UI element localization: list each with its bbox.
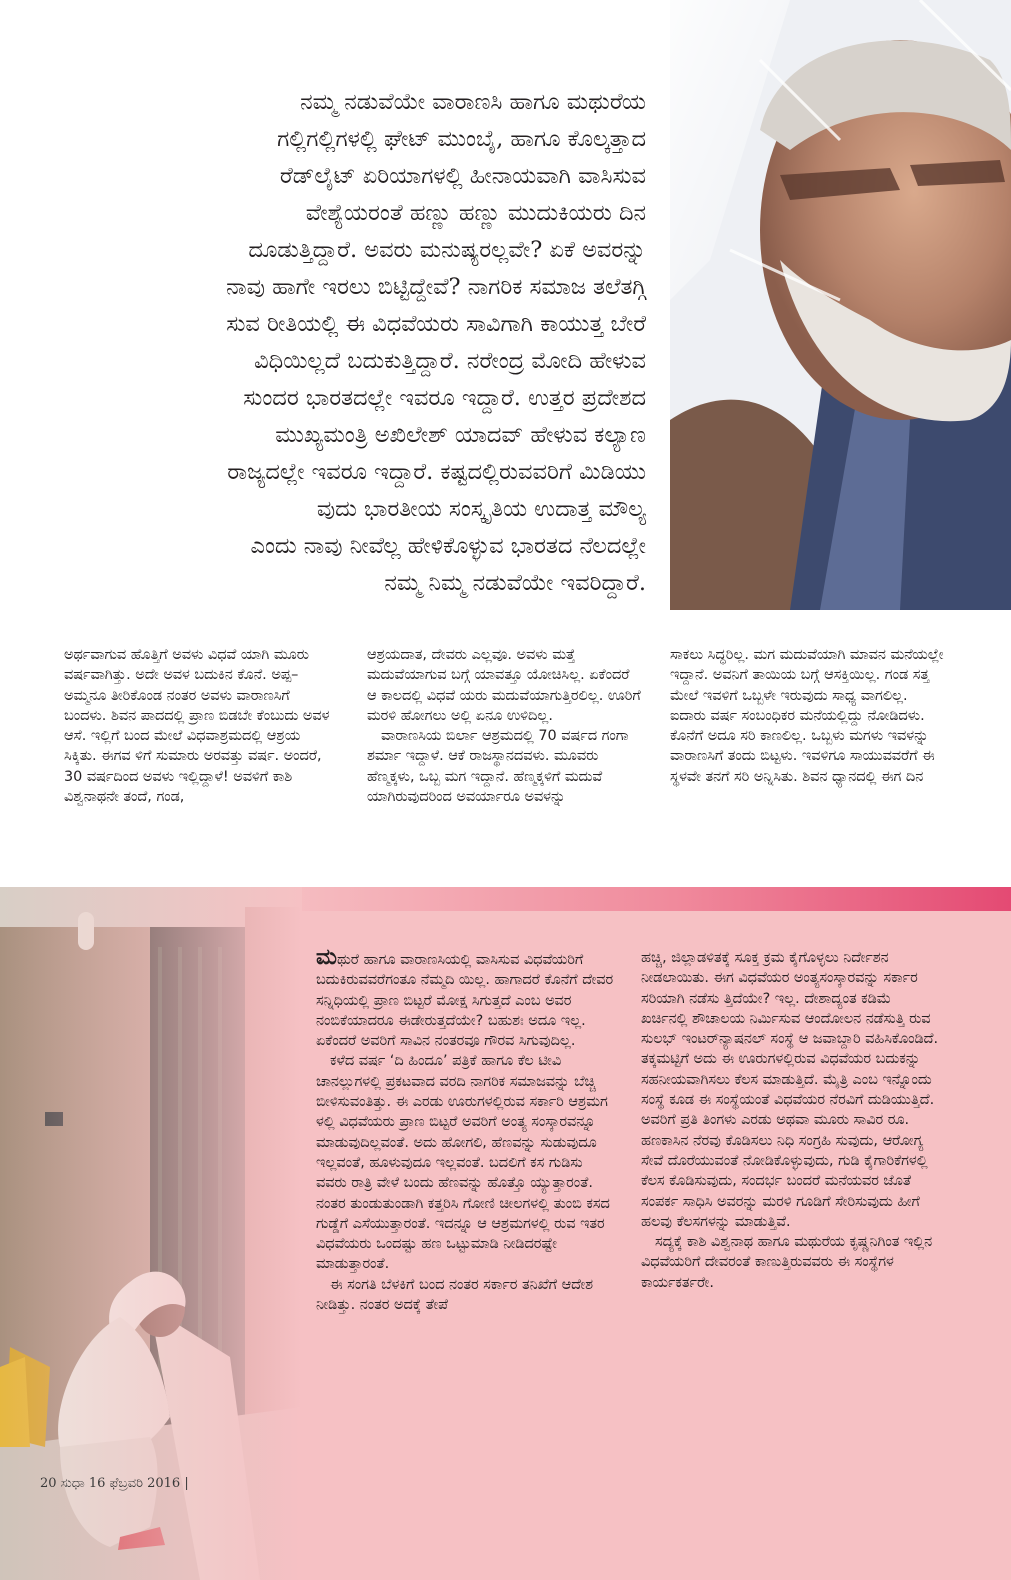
paragraph: ಸದ್ಯಕ್ಕೆ ಕಾಶಿ ವಿಶ್ವನಾಥ ಹಾಗೂ ಮಥುರೆಯ ಕೃಷ್ಣನಿಗಿಂತ ಇಲ್ಲಿನ ವಿಧವೆಯರಿಗೆ ದೇವರಂತೆ ಕಾಣುತ್ತಿರುವವರು ಈ ಸಂಸ್ಥೆಗಳ ಕಾರ್ಯಕರ್ತರೇ. [641,1234,933,1291]
paragraph: ಹಚ್ಚಿ, ಜಿಲ್ಲಾಡಳಿತಕ್ಕೆ ಸೂಕ್ತ ಕ್ರಮ ಕೈಗೊಳ್ಳಲು ನಿರ್ದೇಶನ ನೀಡಲಾಯಿತು. ಈಗ ವಿಧವೆಯರ ಅಂತ್ಯಸಂಸ್ಕಾರವನ್ನು ಸರ್ಕಾರ ಸರಿಯಾಗಿ ನಡೆಸು ತ್ತಿದೆಯೇ? ಇಲ್ಲ. ದೇಶಾದ್ಯಂತ ಕಡಿಮೆ ಖರ್ಚಿನಲ್ಲಿ ಶೌಚಾಲಯ ನಿರ್ಮಿಸುವ ಆಂದೋಲನ ನಡೆಸುತ್ತಿ ರುವ ಸುಲಭ್ ಇಂಟರ್‌ನ್ಯಾಷನಲ್ ಸಂಸ್ಥೆ ಆ ಜವಾಬ್ದಾರಿ ವಹಿಸಿಕೊಂಡಿದೆ. ತಕ್ಕಮಟ್ಟಿಗೆ ಅದು ಈ ಊರುಗಳಲ್ಲಿರುವ ವಿಧವೆಯರ ಬದುಕನ್ನು ಸಹನೀಯವಾಗಿಸಲು ಕೆಲಸ ಮಾಡುತ್ತಿದೆ. ಮೈತ್ರಿ ಎಂಬ ಇನ್ನೊಂದು ಸಂಸ್ಥೆ ಕೂಡ ಈ ಸಂಸ್ಥೆಯಂತೆ ವಿಧವೆಯರ ನೆರವಿಗೆ ದುಡಿಯುತ್ತಿದೆ. ಅವರಿಗೆ ಪ್ರತಿ ತಿಂಗಳು ಎರಡು ಅಥವಾ ಮೂರು ಸಾವಿರ ರೂ. ಹಣಕಾಸಿನ ನೆರವು ಕೊಡಿಸಲು ನಿಧಿ ಸಂಗ್ರಹಿ ಸುವುದು, ಆರೋಗ್ಯ ಸೇವೆ ದೊರೆಯುವಂತೆ ನೋಡಿಕೊಳ್ಳುವುದು, ಗುಡಿ ಕೈಗಾರಿಕೆಗಳಲ್ಲಿ ಕೆಲಸ ಕೊಡಿಸುವುದು, ಸಂದರ್ಭ ಬಂದರೆ ಮನೆಯವರ ಜೊತೆ ಸಂಪರ್ಕ ಸಾಧಿಸಿ ಅವರನ್ನು ಮರಳಿ ಗೂಡಿಗೆ ಸೇರಿಸುವುದು ಹೀಗೆ ಹಲವು ಕೆಲಸಗಳನ್ನು ಮಾಡುತ್ತಿವೆ. [641,950,939,1230]
pink-column-1 [316,945,614,1315]
pull-quote-line: ಗಲ್ಲಿಗಲ್ಲಿಗಳಲ್ಲಿ ಘೇಟ್ ಮುಂಬೈ, ಹಾಗೂ ಕೊಲ್ಕತ್ತಾದ [277,126,646,152]
pull-quote-line: ಸುಂದರ ಭಾರತದಲ್ಲೇ ಇವರೂ ಇದ್ದಾರೆ. ಉತ್ತರ ಪ್ರದೇಶದ [243,385,646,411]
issue-date: 16 ಫೆಬ್ರವರಿ 2016 [88,1476,181,1491]
page-number: 20 [40,1476,57,1491]
paragraph: ಅರ್ಥವಾಗುವ ಹೊತ್ತಿಗೆ ಅವಳು ವಿಧವೆ ಯಾಗಿ ಮೂರು ವರ್ಷವಾಗಿತ್ತು. ಅದೇ ಅವಳ ಬದುಕಿನ ಕೊನೆ. ಅಪ್ಪ–ಅಮ್ಮನೂ ತೀರಿಕೊಂಡ ನಂತರ ಅವಳು ವಾರಾಣಸಿಗೆ ಬಂದಳು. ಶಿವನ ಪಾದದಲ್ಲಿ ಪ್ರಾಣ ಬಿಡಬೇ ಕೆಂಬುದು ಅವಳ ಆಸೆ. ಇಲ್ಲಿಗೆ ಬಂದ ಮೇಲೆ ವಿಧವಾಶ್ರಮದಲ್ಲಿ ಆಶ್ರಯ ಸಿಕ್ಕಿತು. ಈಗವ ಳಿಗೆ ಸುಮಾರು ಅರವತ್ತು ವರ್ಷ. ಅಂದರೆ, 30 ವರ್ಷದಿಂದ ಅವಳು ಇಲ್ಲಿದ್ದಾಳೆ! ಅವಳಿಗೆ ಕಾಶಿ ವಿಶ್ವನಾಥನೇ ತಂದೆ, ಗಂಡ, [64,647,330,806]
paragraph: ವಾರಾಣಸಿಯ ಬಿರ್ಲಾ ಆಶ್ರಮದಲ್ಲಿ 70 ವರ್ಷದ ಗಂಗಾ ಶರ್ಮಾ ಇದ್ದಾಳೆ. ಆಕೆ ರಾಜಸ್ಥಾನದವಳು. ಮೂವರು ಹೆಣ್ಮಕ್ಕಳು, ಒಬ್ಬ ಮಗ ಇದ್ದಾನೆ. ಹೆಣ್ಮಕ್ಕಳಿಗೆ ಮದುವೆ ಯಾಗಿರುವುದರಿಂದ ಅವರ್ಯಾರೂ ಅವಳನ್ನು [367,728,629,806]
pink-accent-band [262,887,1011,911]
pull-quote-line: ವೇಶ್ಯೆಯರಂತೆ ಹಣ್ಣು ಹಣ್ಣು ಮುದುಕಿಯರು ದಿನ [305,200,646,226]
pull-quote-line: ಸುವ ರೀತಿಯಲ್ಲಿ ಈ ವಿಧವೆಯರು ಸಾವಿಗಾಗಿ ಕಾಯುತ್ತ ಬೇರೆ [226,311,646,337]
top-portrait-photo [670,0,1011,610]
pull-quote-line: ವುದು ಭಾರತೀಯ ಸಂಸ್ಕೃತಿಯ ಉದಾತ್ತ ಮೌಲ್ಯ [316,496,646,522]
pull-quote [62,84,646,602]
pull-quote-line: ನಮ್ಮ ನಡುವೆಯೇ ವಾರಾಣಸಿ ಹಾಗೂ ಮಥುರೆಯ [300,89,646,115]
pull-quote-line: ರೆಡ್‌ಲೈಟ್ ಏರಿಯಾಗಳಲ್ಲಿ ಹೀನಾಯವಾಗಿ ವಾಸಿಸುವ [279,163,646,189]
pull-quote-line: ನಮ್ಮ ನಿಮ್ಮ ನಡುವೆಯೇ ಇವರಿದ್ದಾರೆ. [384,570,646,596]
body-column-2 [367,645,642,807]
paragraph: ಆಶ್ರಯದಾತ, ದೇವರು ಎಲ್ಲವೂ. ಅವಳು ಮತ್ತೆ ಮದುವೆಯಾಗುವ ಬಗ್ಗೆ ಯಾವತ್ತೂ ಯೋಚಿಸಿಲ್ಲ. ಏಕೆಂದರೆ ಆ ಕಾಲದಲ್ಲಿ ವಿಧವೆ ಯರು ಮದುವೆಯಾಗುತ್ತಿರಲಿಲ್ಲ. ಊರಿಗೆ ಮರಳಿ ಹೋಗಲು ಅಲ್ಲಿ ಏನೂ ಉಳಿದಿಲ್ಲ. [367,647,641,724]
pull-quote-line: ಮುಖ್ಯಮಂತ್ರಿ ಅಖಿಲೇಶ್ ಯಾದವ್ ಹೇಳುವ ಕಲ್ಯಾಣ [275,422,646,448]
paragraph [316,945,614,1051]
pull-quote-line: ರಾಜ್ಯದಲ್ಲೇ ಇವರೂ ಇದ್ದಾರೆ. ಕಷ್ಟದಲ್ಲಿರುವವರಿಗೆ ಮಿಡಿಯು [227,459,646,485]
paragraph: ಕಳೆದ ವರ್ಷ ‘ದಿ ಹಿಂದೂ’ ಪತ್ರಿಕೆ ಹಾಗೂ ಕೆಲ ಟೀವಿ ಚಾನಲ್ಲುಗಳಲ್ಲಿ ಪ್ರಕಟವಾದ ವರದಿ ನಾಗರಿಕ ಸಮಾಜವನ್ನು ಬೆಚ್ಚಿ ಬೀಳಿಸುವಂತಿತ್ತು. ಈ ಎರಡು ಊರುಗಳಲ್ಲಿರುವ ಸರ್ಕಾರಿ ಆಶ್ರಮಗ ಳಲ್ಲಿ ವಿಧವೆಯರು ಪ್ರಾಣ ಬಿಟ್ಟರೆ ಅವರಿಗೆ ಅಂತ್ಯ ಸಂಸ್ಕಾರವನ್ನೂ ಮಾಡುವುದಿಲ್ಲವಂತೆ. ಅದು ಹೋಗಲಿ, ಹೆಣವನ್ನು ಸುಡುವುದೂ ಇಲ್ಲವಂತೆ, ಹೂಳುವುದೂ ಇಲ್ಲವಂತೆ. ಬದಲಿಗೆ ಕಸ ಗುಡಿಸು ವವರು ರಾತ್ರಿ ವೇಳೆ ಬಂದು ಹೆಣವನ್ನು ಹೊತ್ತೊ ಯ್ಯುತ್ತಾರಂತೆ. ನಂತರ ತುಂಡುತುಂಡಾಗಿ ಕತ್ತರಿಸಿ ಗೋಣಿ ಚೀಲಗಳಲ್ಲಿ ತುಂಬಿ ಕಸದ ಗುಡ್ಡೆಗೆ ಎಸೆಯುತ್ತಾರಂತೆ. ಇದನ್ನೂ ಆ ಆಶ್ರಮಗಳಲ್ಲಿ ರುವ ಇತರ ವಿಧವೆಯರು ಒಂದಷ್ಟು ಹಣ ಒಟ್ಟುಮಾಡಿ ನೀಡಿದರಷ್ಟೇ ಮಾಡುತ್ತಾರಂತೆ. [316,1053,610,1273]
body-column-1 [64,645,334,807]
pull-quote-line: ಎಂದು ನಾವು ನೀವೆಲ್ಲ ಹೇಳಿಕೊಳ್ಳುವ ಭಾರತದ ನೆಲದಲ್ಲೇ [250,533,646,559]
footer-divider: | [184,1476,189,1491]
pull-quote-line: ದೂಡುತ್ತಿದ್ದಾರೆ. ಅವರು ಮನುಷ್ಯರಲ್ಲವೇ? ಏಕೆ ಅವರನ್ನು [248,237,646,263]
paragraph: ಸಾಕಲು ಸಿದ್ಧರಿಲ್ಲ. ಮಗ ಮದುವೆಯಾಗಿ ಮಾವನ ಮನೆಯಲ್ಲೇ ಇದ್ದಾನೆ. ಅವನಿಗೆ ತಾಯಿಯ ಬಗ್ಗೆ ಆಸಕ್ತಿಯಿಲ್ಲ. ಗಂಡ ಸತ್ತ ಮೇಲೆ ಇವಳಿಗೆ ಒಬ್ಬಳೇ ಇರುವುದು ಸಾಧ್ಯ ವಾಗಲಿಲ್ಲ. ಐದಾರು ವರ್ಷ ಸಂಬಂಧಿಕರ ಮನೆಯಲ್ಲಿದ್ದು ನೋಡಿದಳು. ಕೊನೆಗೆ ಅದೂ ಸರಿ ಕಾಣಲಿಲ್ಲ. ಒಬ್ಬಳು ಮಗಳು ಇವಳನ್ನು ವಾರಾಣಸಿಗೆ ತಂದು ಬಿಟ್ಟಳು. ಇವಳಿಗೂ ಸಾಯುವವರೆಗೆ ಈ ಸ್ಥಳವೇ ತನಗೆ ಸರಿ ಅನ್ನಿಸಿತು. ಶಿವನ ಧ್ಯಾನದಲ್ಲಿ ಈಗ ದಿನ [670,647,944,785]
body-column-3 [670,645,945,787]
page-footer [40,1476,189,1491]
pull-quote-line: ನಾವು ಹಾಗೇ ಇರಲು ಬಿಟ್ಟಿದ್ದೇವೆ? ನಾಗರಿಕ ಸಮಾಜ ತಲೆತಗ್ಗಿ [226,274,646,300]
paragraph-text: ಥುರೆ ಹಾಗೂ ವಾರಾಣಸಿಯಲ್ಲಿ ವಾಸಿಸುವ ವಿಧವೆಯರಿಗೆ ಬದುಕಿರುವವರೆಗಂತೂ ನೆಮ್ಮದಿ ಯಿಲ್ಲ. ಹಾಗಾದರೆ ಕೊನೆಗೆ ದೇವರ ಸನ್ನಿಧಿಯಲ್ಲಿ ಪ್ರಾಣ ಬಿಟ್ಟರೆ ಮೋಕ್ಷ ಸಿಗುತ್ತದೆ ಎಂಬ ಅವರ ನಂಬಿಕೆಯಾದರೂ ಈಡೇರುತ್ತದೆಯೇ? ಬಹುಶಃ ಅದೂ ಇಲ್ಲ. ಏಕೆಂದರೆ ಅವರಿಗೆ ಸಾವಿನ ನಂತರವೂ ಗೌರವ ಸಿಗುವುದಿಲ್ಲ. [316,952,614,1050]
pink-column-2 [641,948,941,1293]
drop-cap: ಮ [316,945,337,970]
paragraph: ಈ ಸಂಗತಿ ಬೆಳಕಿಗೆ ಬಂದ ನಂತರ ಸರ್ಕಾರ ತನಿಖೆಗೆ ಆದೇಶ ನೀಡಿತ್ತು. ನಂತರ ಅದಕ್ಕೆ ತೇಪೆ [316,1276,593,1314]
magazine-name: ಸುಧಾ [60,1476,85,1491]
portrait-illustration [670,0,1011,610]
pull-quote-line: ವಿಧಿಯಿಲ್ಲದೆ ಬದುಕುತ್ತಿದ್ದಾರೆ. ನರೇಂದ್ರ ಮೋದಿ ಹೇಳುವ [254,348,646,374]
